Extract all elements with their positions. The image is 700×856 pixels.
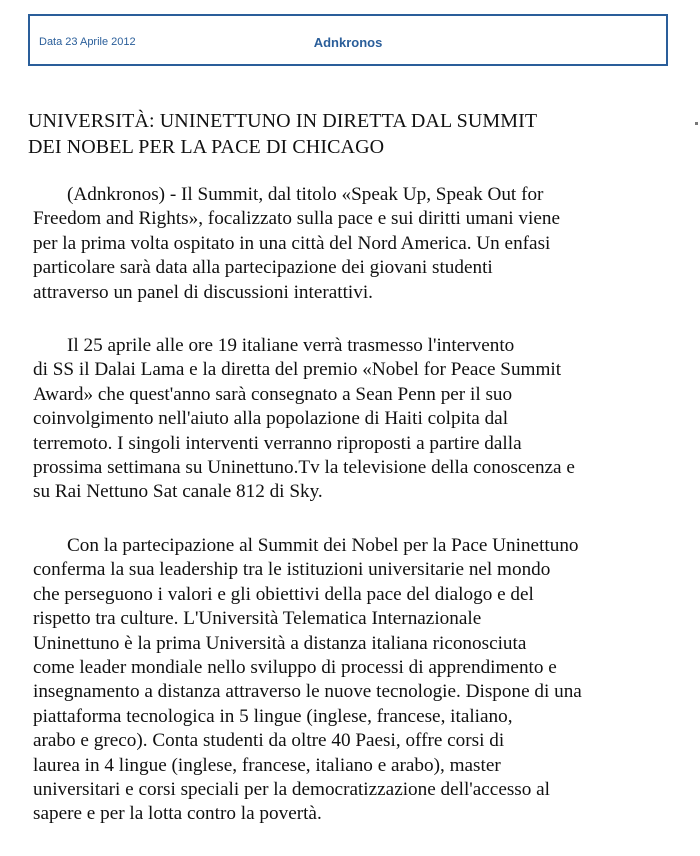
paragraph-1: [33, 183, 683, 305]
text-line: Freedom and Rights», focalizzato sulla pace e sui diritti umani viene: [33, 208, 560, 230]
headline-line: DEI NOBEL PER LA PACE DI CHICAGO: [28, 136, 385, 158]
text-line: coinvolgimento nell'aiuto alla popolazione di Haiti colpita dal: [33, 408, 509, 430]
text-line: Con la partecipazione al Summit dei Nobel per la Pace Uninettuno: [67, 535, 579, 556]
text-line: per la prima volta ospitato in una città del Nord America. Un enfasi: [33, 232, 551, 254]
text-line: piattaforma tecnologica in 5 lingue (inglese, francese, italiano,: [33, 705, 513, 727]
text-line: sapere e per la lotta contro la povertà.: [33, 803, 322, 825]
scan-mark: [695, 122, 698, 125]
header-box: [28, 14, 668, 66]
text-line: come leader mondiale nello sviluppo di processi di apprendimento e: [33, 657, 557, 679]
text-line: terremoto. I singoli interventi verranno riproposti a partire dalla: [33, 432, 522, 454]
text-line: di SS il Dalai Lama e la diretta del premio «Nobel for Peace Summit: [33, 359, 562, 381]
text-line: insegnamento a distanza attraverso le nuove tecnologie. Dispone di una: [33, 681, 582, 703]
text-line: rispetto tra culture. L'Università Telematica Internazionale: [33, 608, 482, 630]
text-line: attraverso un panel di discussioni interattivi.: [33, 281, 373, 303]
paragraph-3: [33, 534, 683, 827]
text-line: Uninettuno è la prima Università a distanza italiana riconosciuta: [33, 632, 527, 654]
text-line: che perseguono i valori e gli obiettivi della pace del dialogo e del: [33, 583, 534, 605]
text-line: universitari e corsi speciali per la democratizzazione dell'accesso al: [33, 779, 551, 801]
text-line: conferma la sua leadership tra le istituzioni universitarie nel mondo: [33, 559, 551, 581]
publication-date: Data 23 Aprile 2012: [39, 36, 136, 48]
paragraph-2: [33, 334, 683, 505]
text-line: prossima settimana su Uninettuno.Tv la televisione della conoscenza e: [33, 457, 575, 479]
text-line: su Rai Nettuno Sat canale 812 di Sky.: [33, 481, 323, 503]
text-line: particolare sarà data alla partecipazione dei giovani studenti: [33, 257, 493, 279]
article-headline: [28, 108, 668, 160]
text-line: Award» che quest'anno sarà consegnato a Sean Penn per il suo: [33, 383, 513, 405]
source-name: Adnkronos: [313, 35, 383, 50]
text-line: laurea in 4 lingue (inglese, francese, italiano e arabo), master: [33, 754, 501, 776]
text-line: (Adnkronos) - Il Summit, dal titolo «Speak Up, Speak Out for: [67, 184, 544, 205]
text-line: arabo e greco). Conta studenti da oltre 40 Paesi, offre corsi di: [33, 730, 505, 752]
headline-line: UNIVERSITÀ: UNINETTUNO IN DIRETTA DAL SUMMIT: [28, 110, 538, 132]
text-line: Il 25 aprile alle ore 19 italiane verrà trasmesso l'intervento: [67, 335, 515, 356]
